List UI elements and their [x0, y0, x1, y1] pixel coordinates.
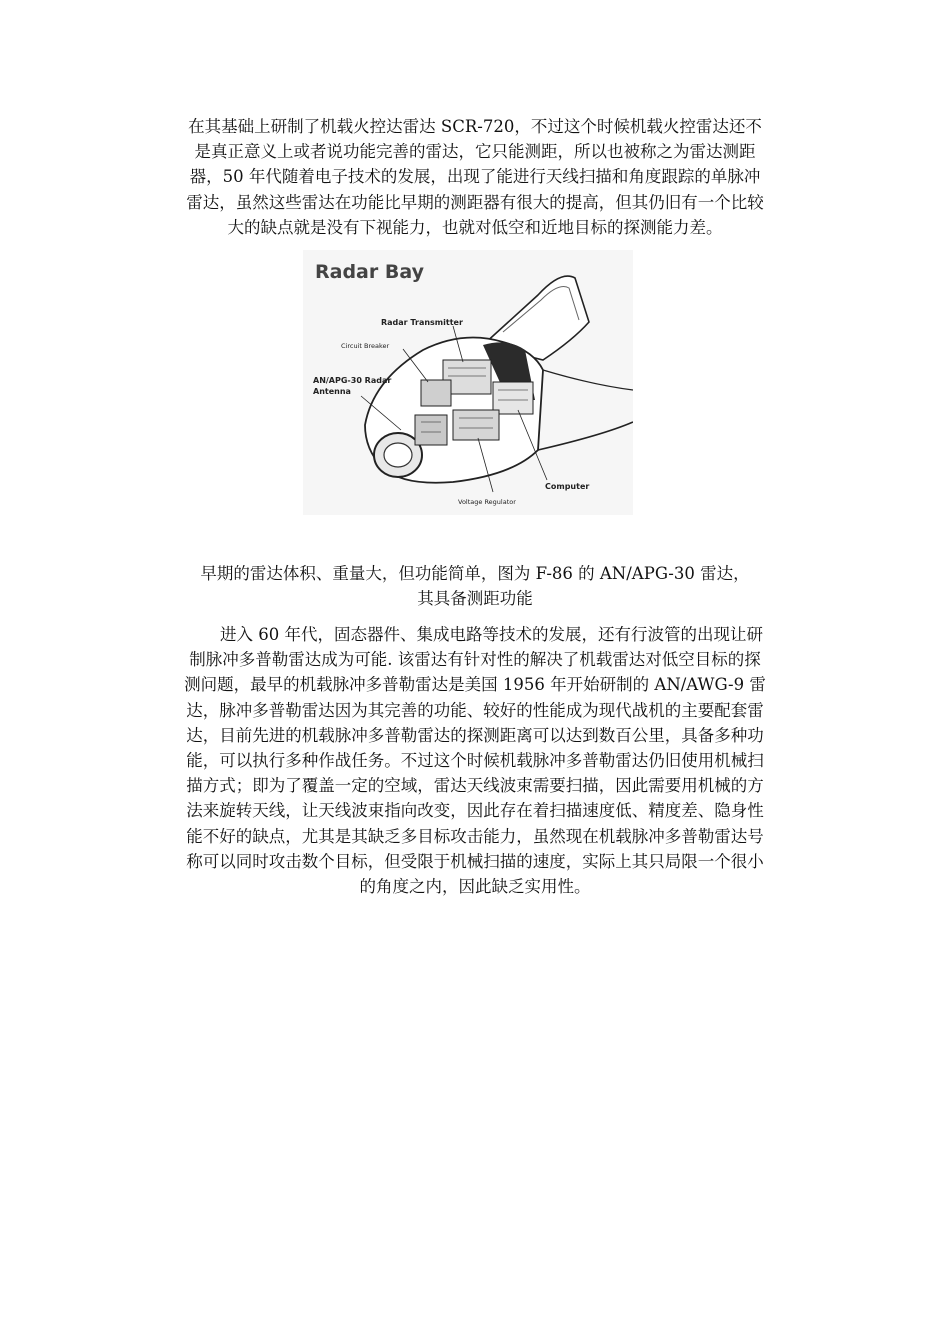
caption-line: 早期的雷达体积、重量大，但功能简单，图为 F-86 的 AN/APG-30 雷达，: [200, 564, 750, 583]
paragraph-2-line: 称可以同时攻击数个目标，但受限于机械扫描的速度，实际上其只局限一个很小: [186, 851, 764, 871]
label-antenna-line2: Antenna: [313, 387, 351, 396]
label-computer: Computer: [545, 482, 590, 491]
caption-line: 其具备测距功能: [417, 589, 533, 609]
label-circuit-breaker: Circuit Breaker: [341, 342, 390, 350]
paragraph-1-line: 是真正意义上或者说功能完善的雷达，它只能测距，所以也被称之为雷达测距: [194, 142, 756, 162]
paragraph-1-line: 大的缺点就是没有下视能力，也就对低空和近地目标的探测能力差。: [227, 217, 723, 237]
radar-bay-illustration: [303, 250, 633, 515]
label-antenna-line1: AN/APG-30 Radar: [313, 376, 392, 385]
radar-bay-figure: [303, 250, 633, 515]
paragraph-1: [140, 114, 810, 240]
paragraph-2-line: 进入 60 年代，固态器件、集成电路等技术的发展，还有行波管的出现让研: [220, 625, 763, 644]
regulator-box: [453, 410, 499, 440]
antenna-box: [415, 415, 447, 445]
paragraph-1-line: 器，50 年代随着电子技术的发展，出现了能进行天线扫描和角度跟踪的单脉冲: [189, 167, 761, 187]
breaker-box: [421, 380, 451, 406]
paragraph-2-line: 能不好的缺点，尤其是其缺乏多目标攻击能力，虽然现在机载脉冲多普勒雷达号: [186, 826, 764, 846]
paragraph-2-line: 描方式；即为了覆盖一定的空域，雷达天线波束需要扫描，因此需要用机械的方: [186, 776, 764, 796]
paragraph-2-line: 能，可以执行多种作战任务。不过这个时候机载脉冲多普勒雷达仍旧使用机械扫: [186, 751, 764, 771]
paragraph-2-line: 测问题，最早的机载脉冲多普勒雷达是美国 1956 年开始研制的 AN/AWG-9 雷: [184, 675, 766, 695]
fuselage-lower-line: [538, 422, 633, 450]
paragraph-2-line: 达，脉冲多普勒雷达因为其完善的功能、较好的性能成为现代战机的主要配套雷: [186, 700, 764, 720]
figure-caption: [140, 561, 810, 611]
label-radar-transmitter: Radar Transmitter: [381, 318, 463, 327]
label-voltage-regulator: Voltage Regulator: [458, 498, 516, 506]
computer-box: [493, 382, 533, 414]
paragraph-1-line: 雷达，虽然这些雷达在功能比早期的测距器有很大的提高，但其仍旧有一个比较: [186, 192, 764, 212]
fuselage-upper-line: [543, 370, 633, 390]
intake-inner: [384, 443, 412, 467]
paragraph-2-line: 的角度之内，因此缺乏实用性。: [359, 877, 591, 897]
paragraph-1-line: 在其基础上研制了机载火控达雷达 SCR-720，不过这个时候机载火控雷达还不: [188, 117, 762, 136]
figure-title: Radar Bay: [315, 261, 424, 283]
paragraph-2-line: 制脉冲多普勒雷达成为可能. 该雷达有针对性的解决了机载雷达对低空目标的探: [189, 650, 761, 670]
paragraph-2-line: 达，目前先进的机载脉冲多普勒雷达的探测距离可以达到数百公里，具备多种功: [186, 725, 764, 745]
paragraph-2-line: 法来旋转天线，让天线波束指向改变，因此存在着扫描速度低、精度差、隐身性: [186, 801, 764, 821]
paragraph-2: [140, 622, 810, 899]
